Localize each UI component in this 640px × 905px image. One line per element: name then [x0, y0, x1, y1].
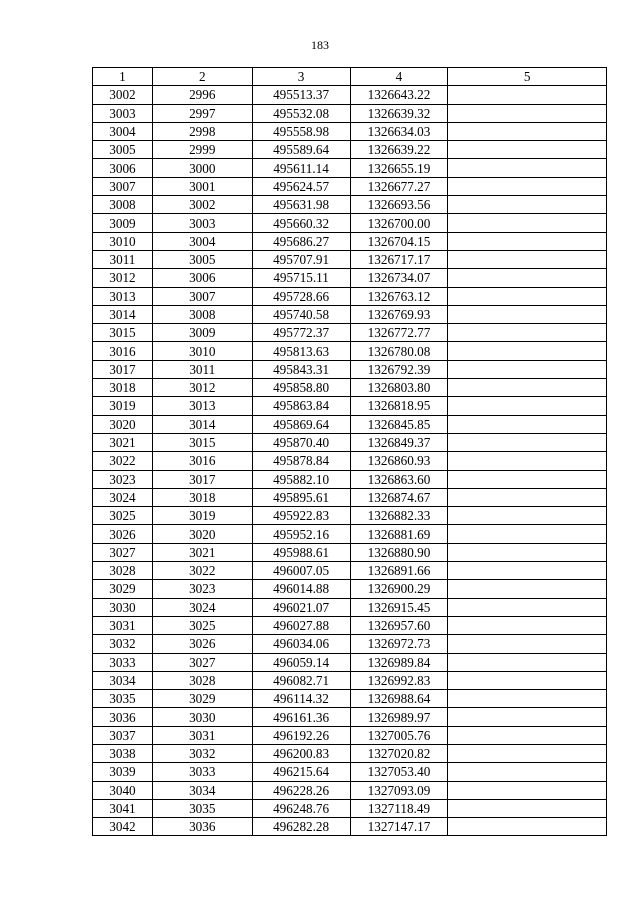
table-cell: 3031 — [93, 616, 153, 634]
table-cell: 3017 — [152, 470, 252, 488]
table-cell: 1326792.39 — [350, 360, 448, 378]
table-cell — [448, 433, 607, 451]
table-cell — [448, 726, 607, 744]
table-cell: 1326677.27 — [350, 177, 448, 195]
table-row — [93, 342, 607, 360]
table-cell: 496200.83 — [252, 744, 350, 762]
table-cell: 3033 — [93, 653, 153, 671]
table-cell: 3032 — [152, 744, 252, 762]
table-cell — [448, 250, 607, 268]
table-cell: 495532.08 — [252, 104, 350, 122]
table-cell: 3006 — [93, 159, 153, 177]
table-row — [93, 86, 607, 104]
table-cell: 3012 — [93, 269, 153, 287]
column-header: 2 — [152, 68, 252, 86]
page-number: 183 — [311, 38, 329, 52]
table-cell: 495707.91 — [252, 250, 350, 268]
table-cell: 3025 — [93, 507, 153, 525]
table-row — [93, 287, 607, 305]
table-cell: 3020 — [152, 525, 252, 543]
table-row — [93, 799, 607, 817]
table-row — [93, 177, 607, 195]
table-cell — [448, 452, 607, 470]
table-cell — [448, 525, 607, 543]
table-cell — [448, 690, 607, 708]
table-cell — [448, 379, 607, 397]
table-cell — [448, 360, 607, 378]
table-row — [93, 269, 607, 287]
table-row — [93, 818, 607, 836]
table-cell: 1326772.77 — [350, 324, 448, 342]
table-cell: 3018 — [93, 379, 153, 397]
table-cell: 1327053.40 — [350, 763, 448, 781]
table-cell: 3021 — [93, 433, 153, 451]
table-cell: 495513.37 — [252, 86, 350, 104]
table-cell: 3022 — [152, 562, 252, 580]
table-cell — [448, 653, 607, 671]
table-cell: 3015 — [93, 324, 153, 342]
table-cell: 496059.14 — [252, 653, 350, 671]
table-row — [93, 232, 607, 250]
table-cell: 495863.84 — [252, 397, 350, 415]
table-row — [93, 452, 607, 470]
table-cell: 496248.76 — [252, 799, 350, 817]
table-row — [93, 122, 607, 140]
table-cell: 496161.36 — [252, 708, 350, 726]
column-header: 1 — [93, 68, 153, 86]
table-cell: 3030 — [152, 708, 252, 726]
table-cell: 3007 — [152, 287, 252, 305]
table-cell: 3011 — [152, 360, 252, 378]
table-cell — [448, 232, 607, 250]
table-row — [93, 671, 607, 689]
table-row — [93, 415, 607, 433]
table-cell: 3007 — [93, 177, 153, 195]
table-cell — [448, 562, 607, 580]
table-cell: 3003 — [152, 214, 252, 232]
table-row — [93, 141, 607, 159]
table-cell: 3035 — [93, 690, 153, 708]
table-cell: 1326639.32 — [350, 104, 448, 122]
table-cell: 495922.83 — [252, 507, 350, 525]
table-cell: 1326717.17 — [350, 250, 448, 268]
table-cell: 1326972.73 — [350, 635, 448, 653]
table-row — [93, 250, 607, 268]
table-cell: 1326881.69 — [350, 525, 448, 543]
table-cell: 3012 — [152, 379, 252, 397]
table-cell: 495715.11 — [252, 269, 350, 287]
table-body — [93, 86, 607, 836]
table-cell: 3030 — [93, 598, 153, 616]
table-row — [93, 488, 607, 506]
table-cell: 3035 — [152, 799, 252, 817]
table-cell: 3024 — [152, 598, 252, 616]
table-cell — [448, 543, 607, 561]
table-cell: 1326880.90 — [350, 543, 448, 561]
table-cell: 3025 — [152, 616, 252, 634]
table-cell: 1326769.93 — [350, 305, 448, 323]
table-row — [93, 635, 607, 653]
table-cell: 495740.58 — [252, 305, 350, 323]
table-cell: 1326700.00 — [350, 214, 448, 232]
table-cell: 3017 — [93, 360, 153, 378]
table-cell: 495858.80 — [252, 379, 350, 397]
table-cell: 3014 — [93, 305, 153, 323]
table-cell — [448, 818, 607, 836]
table-cell: 3011 — [93, 250, 153, 268]
column-header: 4 — [350, 68, 448, 86]
table-cell: 3042 — [93, 818, 153, 836]
table-cell: 1326882.33 — [350, 507, 448, 525]
table-cell: 3041 — [93, 799, 153, 817]
table-cell — [448, 744, 607, 762]
table-cell — [448, 287, 607, 305]
table-cell: 3031 — [152, 726, 252, 744]
table-cell: 496282.28 — [252, 818, 350, 836]
table-cell — [448, 799, 607, 817]
table-row — [93, 580, 607, 598]
table-cell — [448, 86, 607, 104]
table-cell: 495558.98 — [252, 122, 350, 140]
table-cell: 3036 — [152, 818, 252, 836]
table-cell — [448, 598, 607, 616]
table-cell: 1327147.17 — [350, 818, 448, 836]
table-row — [93, 781, 607, 799]
table-row — [93, 507, 607, 525]
table-row — [93, 433, 607, 451]
table-cell — [448, 342, 607, 360]
table-cell: 3037 — [93, 726, 153, 744]
table-row — [93, 744, 607, 762]
table-row — [93, 616, 607, 634]
table-cell: 1327118.49 — [350, 799, 448, 817]
table-row — [93, 708, 607, 726]
table-cell: 3010 — [93, 232, 153, 250]
table-cell: 495843.31 — [252, 360, 350, 378]
table-cell: 1326849.37 — [350, 433, 448, 451]
table-cell: 1326860.93 — [350, 452, 448, 470]
table-cell: 3029 — [93, 580, 153, 598]
table-cell: 1326803.80 — [350, 379, 448, 397]
table-row — [93, 159, 607, 177]
table-cell: 3027 — [152, 653, 252, 671]
table-cell: 1326818.95 — [350, 397, 448, 415]
table-cell: 495631.98 — [252, 196, 350, 214]
table-cell: 1326704.15 — [350, 232, 448, 250]
table-cell: 3034 — [93, 671, 153, 689]
column-header: 3 — [252, 68, 350, 86]
table-cell: 3001 — [152, 177, 252, 195]
table-cell: 1326763.12 — [350, 287, 448, 305]
table-cell: 495869.64 — [252, 415, 350, 433]
table-cell — [448, 397, 607, 415]
table-cell: 1326780.08 — [350, 342, 448, 360]
table-cell: 495589.64 — [252, 141, 350, 159]
table-cell: 1326734.07 — [350, 269, 448, 287]
table-cell: 1326957.60 — [350, 616, 448, 634]
table-cell: 1326988.64 — [350, 690, 448, 708]
table-row — [93, 525, 607, 543]
table-cell — [448, 269, 607, 287]
table-row — [93, 690, 607, 708]
table-cell: 495882.10 — [252, 470, 350, 488]
table-cell: 3036 — [93, 708, 153, 726]
table-cell: 3004 — [93, 122, 153, 140]
table-cell: 3034 — [152, 781, 252, 799]
table-cell — [448, 415, 607, 433]
table-cell: 3032 — [93, 635, 153, 653]
table-cell — [448, 763, 607, 781]
table-cell — [448, 488, 607, 506]
table-cell: 495878.84 — [252, 452, 350, 470]
table-cell: 496082.71 — [252, 671, 350, 689]
table-cell: 1327093.09 — [350, 781, 448, 799]
table-cell: 496021.07 — [252, 598, 350, 616]
table-cell: 3008 — [93, 196, 153, 214]
table-cell: 495611.14 — [252, 159, 350, 177]
table-cell: 3002 — [152, 196, 252, 214]
table-cell: 495895.61 — [252, 488, 350, 506]
table-cell: 3028 — [152, 671, 252, 689]
table-cell: 2997 — [152, 104, 252, 122]
table-row — [93, 196, 607, 214]
table-cell: 3039 — [93, 763, 153, 781]
table-row — [93, 726, 607, 744]
table-row — [93, 214, 607, 232]
table-cell: 495813.63 — [252, 342, 350, 360]
table-cell: 3023 — [93, 470, 153, 488]
table-cell — [448, 104, 607, 122]
table-cell: 3004 — [152, 232, 252, 250]
table-cell: 2999 — [152, 141, 252, 159]
table-cell — [448, 781, 607, 799]
table-cell: 3009 — [152, 324, 252, 342]
table-cell — [448, 177, 607, 195]
table-row — [93, 543, 607, 561]
table-cell: 3008 — [152, 305, 252, 323]
table-cell: 495624.57 — [252, 177, 350, 195]
table-cell: 1326874.67 — [350, 488, 448, 506]
table-cell: 496114.32 — [252, 690, 350, 708]
table-row — [93, 324, 607, 342]
table-cell: 3013 — [93, 287, 153, 305]
table-cell: 3029 — [152, 690, 252, 708]
table-cell — [448, 635, 607, 653]
table-cell: 3018 — [152, 488, 252, 506]
table-row — [93, 598, 607, 616]
table-cell: 3024 — [93, 488, 153, 506]
table-cell: 1326845.85 — [350, 415, 448, 433]
table-cell: 1326639.22 — [350, 141, 448, 159]
table-cell: 2996 — [152, 86, 252, 104]
table-cell: 495660.32 — [252, 214, 350, 232]
table-cell: 3006 — [152, 269, 252, 287]
table-cell: 1326915.45 — [350, 598, 448, 616]
table-cell: 3033 — [152, 763, 252, 781]
table-cell: 3015 — [152, 433, 252, 451]
table-cell — [448, 141, 607, 159]
table-cell: 3016 — [93, 342, 153, 360]
table-cell: 496007.05 — [252, 562, 350, 580]
table-cell: 1326989.84 — [350, 653, 448, 671]
table-cell — [448, 214, 607, 232]
table-header-row — [93, 68, 607, 86]
table-cell: 3016 — [152, 452, 252, 470]
table-cell: 3021 — [152, 543, 252, 561]
table-cell — [448, 305, 607, 323]
table-cell — [448, 616, 607, 634]
table-row — [93, 397, 607, 415]
table-cell: 1326900.29 — [350, 580, 448, 598]
table-cell: 2998 — [152, 122, 252, 140]
table-cell: 3014 — [152, 415, 252, 433]
table-cell: 495728.66 — [252, 287, 350, 305]
table-cell: 495772.37 — [252, 324, 350, 342]
table-cell — [448, 122, 607, 140]
table-cell: 3005 — [93, 141, 153, 159]
table-cell: 3000 — [152, 159, 252, 177]
table-row — [93, 653, 607, 671]
table-cell: 3003 — [93, 104, 153, 122]
table-row — [93, 305, 607, 323]
table-cell — [448, 159, 607, 177]
table-cell: 496215.64 — [252, 763, 350, 781]
table-cell: 3005 — [152, 250, 252, 268]
table-row — [93, 562, 607, 580]
table-cell: 3020 — [93, 415, 153, 433]
table-cell: 3028 — [93, 562, 153, 580]
table-cell — [448, 470, 607, 488]
table-cell: 496034.06 — [252, 635, 350, 653]
table-cell: 1326634.03 — [350, 122, 448, 140]
table-cell — [448, 507, 607, 525]
table-cell: 496192.26 — [252, 726, 350, 744]
table-row — [93, 470, 607, 488]
table-cell: 495686.27 — [252, 232, 350, 250]
table-cell: 1326863.60 — [350, 470, 448, 488]
table-cell: 3038 — [93, 744, 153, 762]
table-cell — [448, 671, 607, 689]
table-cell: 1326693.56 — [350, 196, 448, 214]
table-cell: 1326989.97 — [350, 708, 448, 726]
column-header: 5 — [448, 68, 607, 86]
table-cell: 3026 — [152, 635, 252, 653]
table-cell — [448, 708, 607, 726]
table-cell: 1326655.19 — [350, 159, 448, 177]
coordinates-table — [92, 67, 607, 836]
table-cell: 3013 — [152, 397, 252, 415]
table-cell: 1327020.82 — [350, 744, 448, 762]
table-cell: 3023 — [152, 580, 252, 598]
table-cell: 3019 — [93, 397, 153, 415]
table-cell: 1326891.66 — [350, 562, 448, 580]
table-row — [93, 360, 607, 378]
table-cell: 3010 — [152, 342, 252, 360]
table-cell: 496027.88 — [252, 616, 350, 634]
table-cell: 3022 — [93, 452, 153, 470]
table-cell: 3040 — [93, 781, 153, 799]
table-cell: 495952.16 — [252, 525, 350, 543]
table-cell: 495988.61 — [252, 543, 350, 561]
table-cell: 3027 — [93, 543, 153, 561]
table-cell: 1327005.76 — [350, 726, 448, 744]
table-cell: 3026 — [93, 525, 153, 543]
table-row — [93, 379, 607, 397]
table-cell: 495870.40 — [252, 433, 350, 451]
table-cell — [448, 580, 607, 598]
table-cell: 496014.88 — [252, 580, 350, 598]
table-cell: 1326992.83 — [350, 671, 448, 689]
table-cell: 3002 — [93, 86, 153, 104]
table-row — [93, 763, 607, 781]
table-row — [93, 104, 607, 122]
table-cell — [448, 324, 607, 342]
table-cell — [448, 196, 607, 214]
table-cell: 3009 — [93, 214, 153, 232]
table-cell: 3019 — [152, 507, 252, 525]
table-cell: 496228.26 — [252, 781, 350, 799]
table-cell: 1326643.22 — [350, 86, 448, 104]
